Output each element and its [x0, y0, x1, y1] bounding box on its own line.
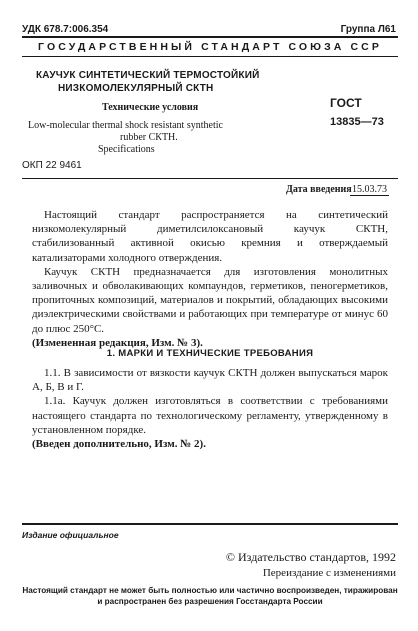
copyright-notice: Настоящий стандарт не может быть полностью или частично воспроизведен, тиражирован и распространен без разрешения Госстандарта России: [22, 586, 398, 606]
english-title-line2: rubber СКТН.: [120, 132, 178, 143]
group-code: Группа Л61: [340, 24, 396, 35]
english-title-line3: Specifications: [98, 144, 155, 155]
standard-title: ГОСУДАРСТВЕННЫЙ СТАНДАРТ СОЮЗА ССР: [38, 41, 382, 53]
intro-date-value: 15.03.73: [352, 184, 387, 195]
udk-code: УДК 678.7:006.354: [22, 24, 109, 35]
official-edition-label: Издание официальное: [22, 530, 119, 540]
doc-title-line2: НИЗКОМОЛЕКУЛЯРНЫЙ СКТН: [58, 83, 214, 94]
intro-change-note: (Измененная редакция, Изм. № 3).: [32, 336, 203, 349]
clause-1-1a: 1.1а. Каучук должен изготовляться в соответствии с требованиями настоящего стандарта по технологическому регламенту, утвержденному в установленном порядке.: [32, 395, 388, 436]
reprint-line: Переиздание с изменениями: [262, 567, 396, 579]
intro-paragraph-1: Настоящий стандарт распространяется на синтетический низкомолекулярный диметилсилоксановый каучук СКТН, стабилизованный активной окисью кремния и отверждаемый катализаторами холодного отверждения.: [32, 209, 388, 264]
title-block: [22, 66, 398, 174]
section1-heading: 1. МАРКИ И ТЕХНИЧЕСКИЕ ТРЕБОВАНИЯ: [106, 348, 314, 359]
footer-rule: [22, 523, 398, 525]
okp-code: ОКП 22 9461: [22, 160, 82, 171]
intro-date-label: Дата введения: [286, 184, 352, 195]
intro-paragraph-2: Каучук СКТН предназначается для изготовления монолитных заливочных и обволакивающих компаундов, герметиков, пеногерметиков, пропиточных композиций, материалов и покрытий, обладающих высокими диэлектрическими свойствами и работающих при температуре от минус 60 до плюс 250°С.: [32, 265, 388, 335]
doc-subtitle: Технические условия: [102, 102, 199, 113]
doc-title-line1: КАУЧУК СИНТЕТИЧЕСКИЙ ТЕРМОСТОЙКИЙ: [36, 70, 260, 81]
copyright-line: © Издательство стандартов, 1992: [225, 550, 396, 564]
clause-1-1a-note: (Введен дополнительно, Изм. № 2).: [32, 438, 206, 451]
top-rule-thick: [22, 36, 398, 38]
top-rule-thin: [22, 56, 398, 57]
intro-section: [32, 208, 388, 350]
clause-1-1: 1.1. В зависимости от вязкости каучук СКТН должен выпускаться марок А, Б, В и Г.: [32, 367, 388, 394]
gost-number: 13835—73: [330, 116, 384, 128]
section1-body: [32, 366, 388, 451]
english-title-line1: Low-molecular thermal shock resistant synthetic: [28, 120, 223, 131]
title-rule: [22, 178, 398, 179]
gost-label: ГОСТ: [330, 96, 362, 110]
